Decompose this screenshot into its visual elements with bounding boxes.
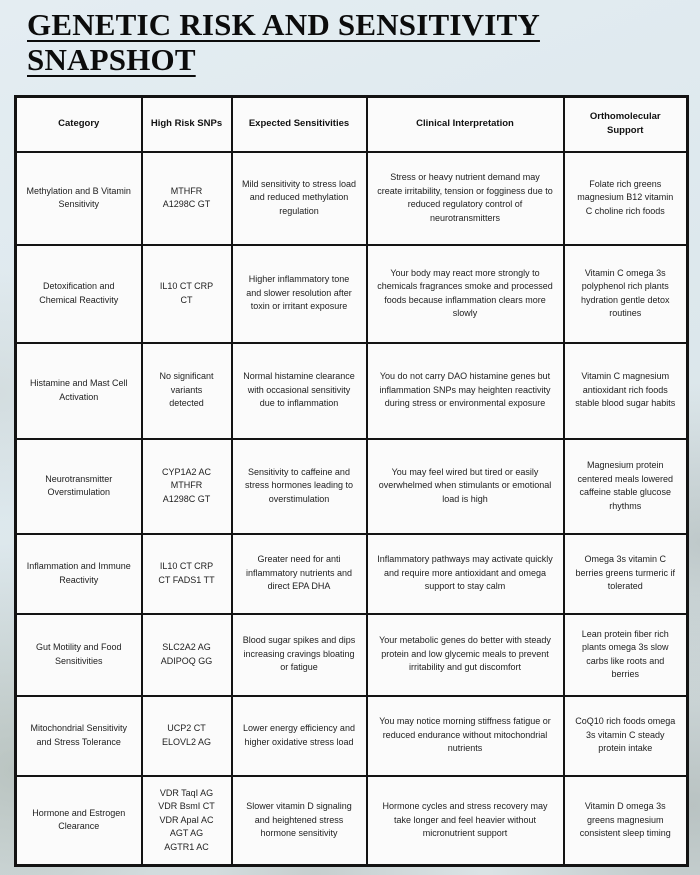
cell-clinical-interpretation: You do not carry DAO histamine genes but inflammation SNPs may heighten reactivity during stress or environmental exposure [367,343,564,439]
cell-high-risk-snps: VDR TaqI AG VDR BsmI CT VDR ApaI AC AGT AG AGTR1 AC [142,776,232,866]
cell-category: Detoxification and Chemical Reactivity [16,245,142,343]
column-header-expected-sensitivities: Expected Sensitivities [232,97,367,152]
cell-clinical-interpretation: Stress or heavy nutrient demand may create irritability, tension or fogginess due to reduced regulatory control of neurotransmitters [367,152,564,245]
cell-category: Gut Motility and Food Sensitivities [16,614,142,696]
cell-clinical-interpretation: Inflammatory pathways may activate quickly and require more antioxidant and omega support to stay calm [367,534,564,614]
genetic-risk-table [14,95,689,867]
column-header-clinical-interpretation: Clinical Interpretation [367,97,564,152]
cell-high-risk-snps: CYP1A2 AC MTHFR A1298C GT [142,439,232,534]
cell-clinical-interpretation: You may notice morning stiffness fatigue or reduced endurance without mitochondrial nutrients [367,696,564,776]
cell-high-risk-snps: MTHFR A1298C GT [142,152,232,245]
cell-category: Neurotransmitter Overstimulation [16,439,142,534]
column-header-category: Category [16,97,142,152]
column-header-orthomolecular-support: Orthomolecular Support [564,97,688,152]
cell-high-risk-snps: IL10 CT CRP CT [142,245,232,343]
cell-expected-sensitivities: Higher inflammatory tone and slower resolution after toxin or irritant exposure [232,245,367,343]
cell-expected-sensitivities: Mild sensitivity to stress load and reduced methylation regulation [232,152,367,245]
cell-category: Inflammation and Immune Reactivity [16,534,142,614]
cell-expected-sensitivities: Slower vitamin D signaling and heightened stress hormone sensitivity [232,776,367,866]
cell-high-risk-snps: UCP2 CT ELOVL2 AG [142,696,232,776]
cell-orthomolecular-support: Magnesium protein centered meals lowered caffeine stable glucose rhythms [564,439,688,534]
cell-category: Mitochondrial Sensitivity and Stress Tolerance [16,696,142,776]
table-row [16,152,688,245]
cell-high-risk-snps: No significant variants detected [142,343,232,439]
cell-orthomolecular-support: Vitamin C omega 3s polyphenol rich plants hydration gentle detox routines [564,245,688,343]
cell-clinical-interpretation: Your metabolic genes do better with steady protein and low glycemic meals to prevent irritability and gut discomfort [367,614,564,696]
table-header-row [16,97,688,152]
cell-expected-sensitivities: Lower energy efficiency and higher oxidative stress load [232,696,367,776]
page-title: GENETIC RISK AND SENSITIVITY SNAPSHOT [27,7,540,77]
table-body [16,152,688,866]
cell-expected-sensitivities: Blood sugar spikes and dips increasing cravings bloating or fatigue [232,614,367,696]
cell-orthomolecular-support: Folate rich greens magnesium B12 vitamin C choline rich foods [564,152,688,245]
cell-clinical-interpretation: You may feel wired but tired or easily overwhelmed when stimulants or emotional load is high [367,439,564,534]
cell-orthomolecular-support: Vitamin D omega 3s greens magnesium consistent sleep timing [564,776,688,866]
cell-high-risk-snps: SLC2A2 AG ADIPOQ GG [142,614,232,696]
cell-orthomolecular-support: Omega 3s vitamin C berries greens turmeric if tolerated [564,534,688,614]
table-row [16,614,688,696]
cell-expected-sensitivities: Greater need for anti inflammatory nutrients and direct EPA DHA [232,534,367,614]
cell-clinical-interpretation: Hormone cycles and stress recovery may take longer and feel heavier without micronutrient support [367,776,564,866]
cell-category: Hormone and Estrogen Clearance [16,776,142,866]
cell-high-risk-snps: IL10 CT CRP CT FADS1 TT [142,534,232,614]
cell-orthomolecular-support: Vitamin C magnesium antioxidant rich foods stable blood sugar habits [564,343,688,439]
cell-clinical-interpretation: Your body may react more strongly to chemicals fragrances smoke and processed foods because inflammation clears more slowly [367,245,564,343]
table-row [16,696,688,776]
column-header-high-risk-snps: High Risk SNPs [142,97,232,152]
table-row [16,343,688,439]
cell-category: Methylation and B Vitamin Sensitivity [16,152,142,245]
cell-expected-sensitivities: Normal histamine clearance with occasional sensitivity due to inflammation [232,343,367,439]
cell-category: Histamine and Mast Cell Activation [16,343,142,439]
table-row [16,439,688,534]
cell-expected-sensitivities: Sensitivity to caffeine and stress hormones leading to overstimulation [232,439,367,534]
cell-orthomolecular-support: CoQ10 rich foods omega 3s vitamin C steady protein intake [564,696,688,776]
table-row [16,245,688,343]
cell-orthomolecular-support: Lean protein fiber rich plants omega 3s slow carbs like roots and berries [564,614,688,696]
table-row [16,534,688,614]
table-row [16,776,688,866]
